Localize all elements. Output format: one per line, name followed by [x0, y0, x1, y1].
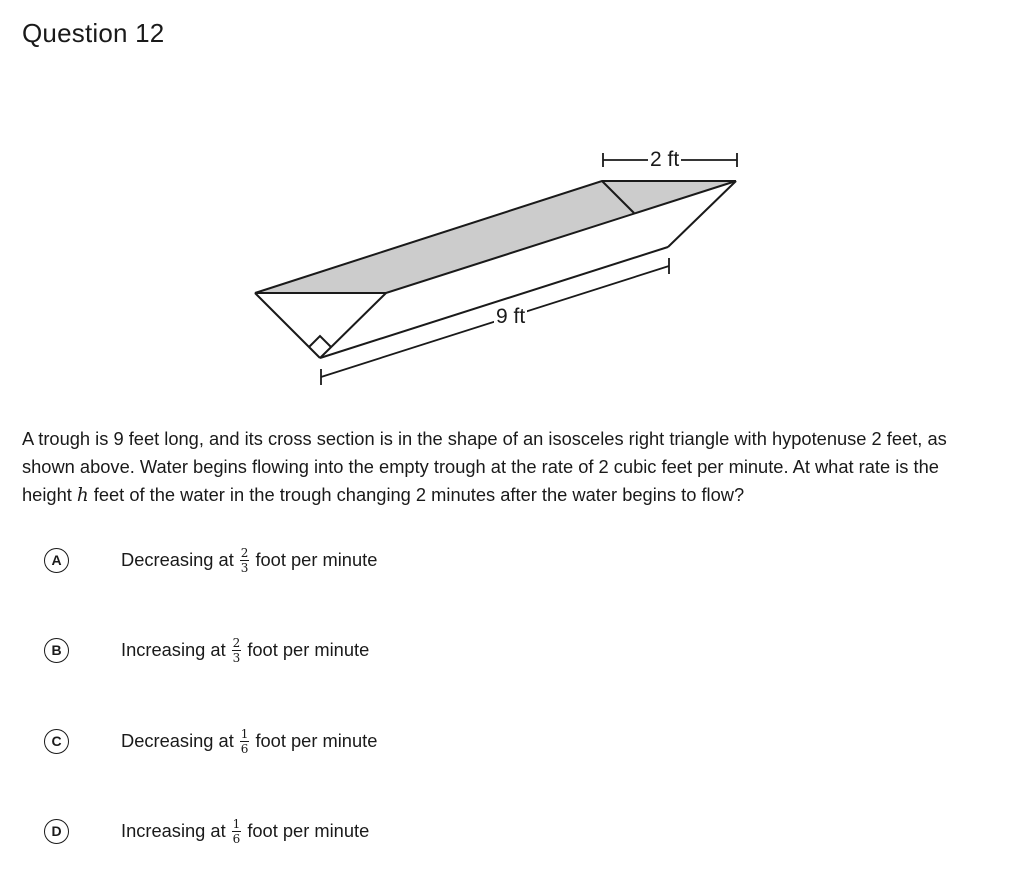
fraction-numerator: 2	[240, 545, 249, 560]
trough-diagram	[0, 0, 1024, 400]
choice-text-c[interactable]	[121, 728, 377, 755]
question-title: Question 12	[22, 18, 165, 48]
fraction-numerator: 1	[232, 816, 241, 831]
trough-top-surface	[255, 181, 736, 293]
question-text-part2: feet of the water in the trough changing 2 minutes after the water begins to flow?	[88, 484, 745, 505]
fraction-numerator: 2	[232, 635, 241, 650]
answer-choice-d[interactable]	[44, 816, 370, 846]
height-variable: h	[76, 485, 89, 506]
fraction-numerator: 1	[240, 726, 249, 741]
choice-text-d[interactable]	[121, 818, 369, 845]
answer-choice-c[interactable]	[44, 726, 378, 756]
fraction	[232, 637, 242, 664]
choice-letter-a[interactable]: A	[44, 548, 69, 573]
choice-letter-b[interactable]: B	[44, 638, 69, 663]
fraction-denominator: 6	[232, 831, 241, 846]
fraction	[240, 547, 250, 574]
fraction	[240, 728, 250, 755]
choice-suffix: foot per minute	[255, 730, 378, 751]
choice-letter-c[interactable]: C	[44, 729, 69, 754]
top-width-label: 2 ft	[650, 148, 680, 171]
fraction	[232, 818, 242, 845]
answer-choice-b[interactable]	[44, 635, 370, 665]
choice-suffix: foot per minute	[247, 820, 370, 841]
choice-suffix: foot per minute	[247, 639, 370, 660]
right-angle-marker	[309, 336, 331, 347]
choice-text-b[interactable]	[121, 637, 369, 664]
choice-text-a[interactable]	[121, 547, 377, 574]
choice-letter-d[interactable]: D	[44, 819, 69, 844]
front-end-left-side	[255, 293, 320, 358]
fraction-denominator: 6	[240, 741, 249, 756]
choice-prefix: Decreasing at	[121, 730, 234, 751]
choice-prefix: Increasing at	[121, 820, 226, 841]
length-label: 9 ft	[496, 305, 526, 328]
question-text	[22, 425, 982, 510]
trough-figure	[0, 0, 1024, 400]
choice-prefix: Decreasing at	[121, 549, 234, 570]
choice-suffix: foot per minute	[255, 549, 378, 570]
fraction-denominator: 3	[232, 650, 241, 665]
fraction-denominator: 3	[240, 560, 249, 575]
question-text-part1: A trough is 9 feet long, and its cross section is in the shape of an isosceles right triangle with hypotenuse 2 feet, as shown above. Water begins flowing into the empty trough at the rate of 2 cubic feet per minute. At what rate is the height	[22, 428, 947, 505]
answer-choice-a[interactable]	[44, 545, 378, 575]
choice-prefix: Increasing at	[121, 639, 226, 660]
